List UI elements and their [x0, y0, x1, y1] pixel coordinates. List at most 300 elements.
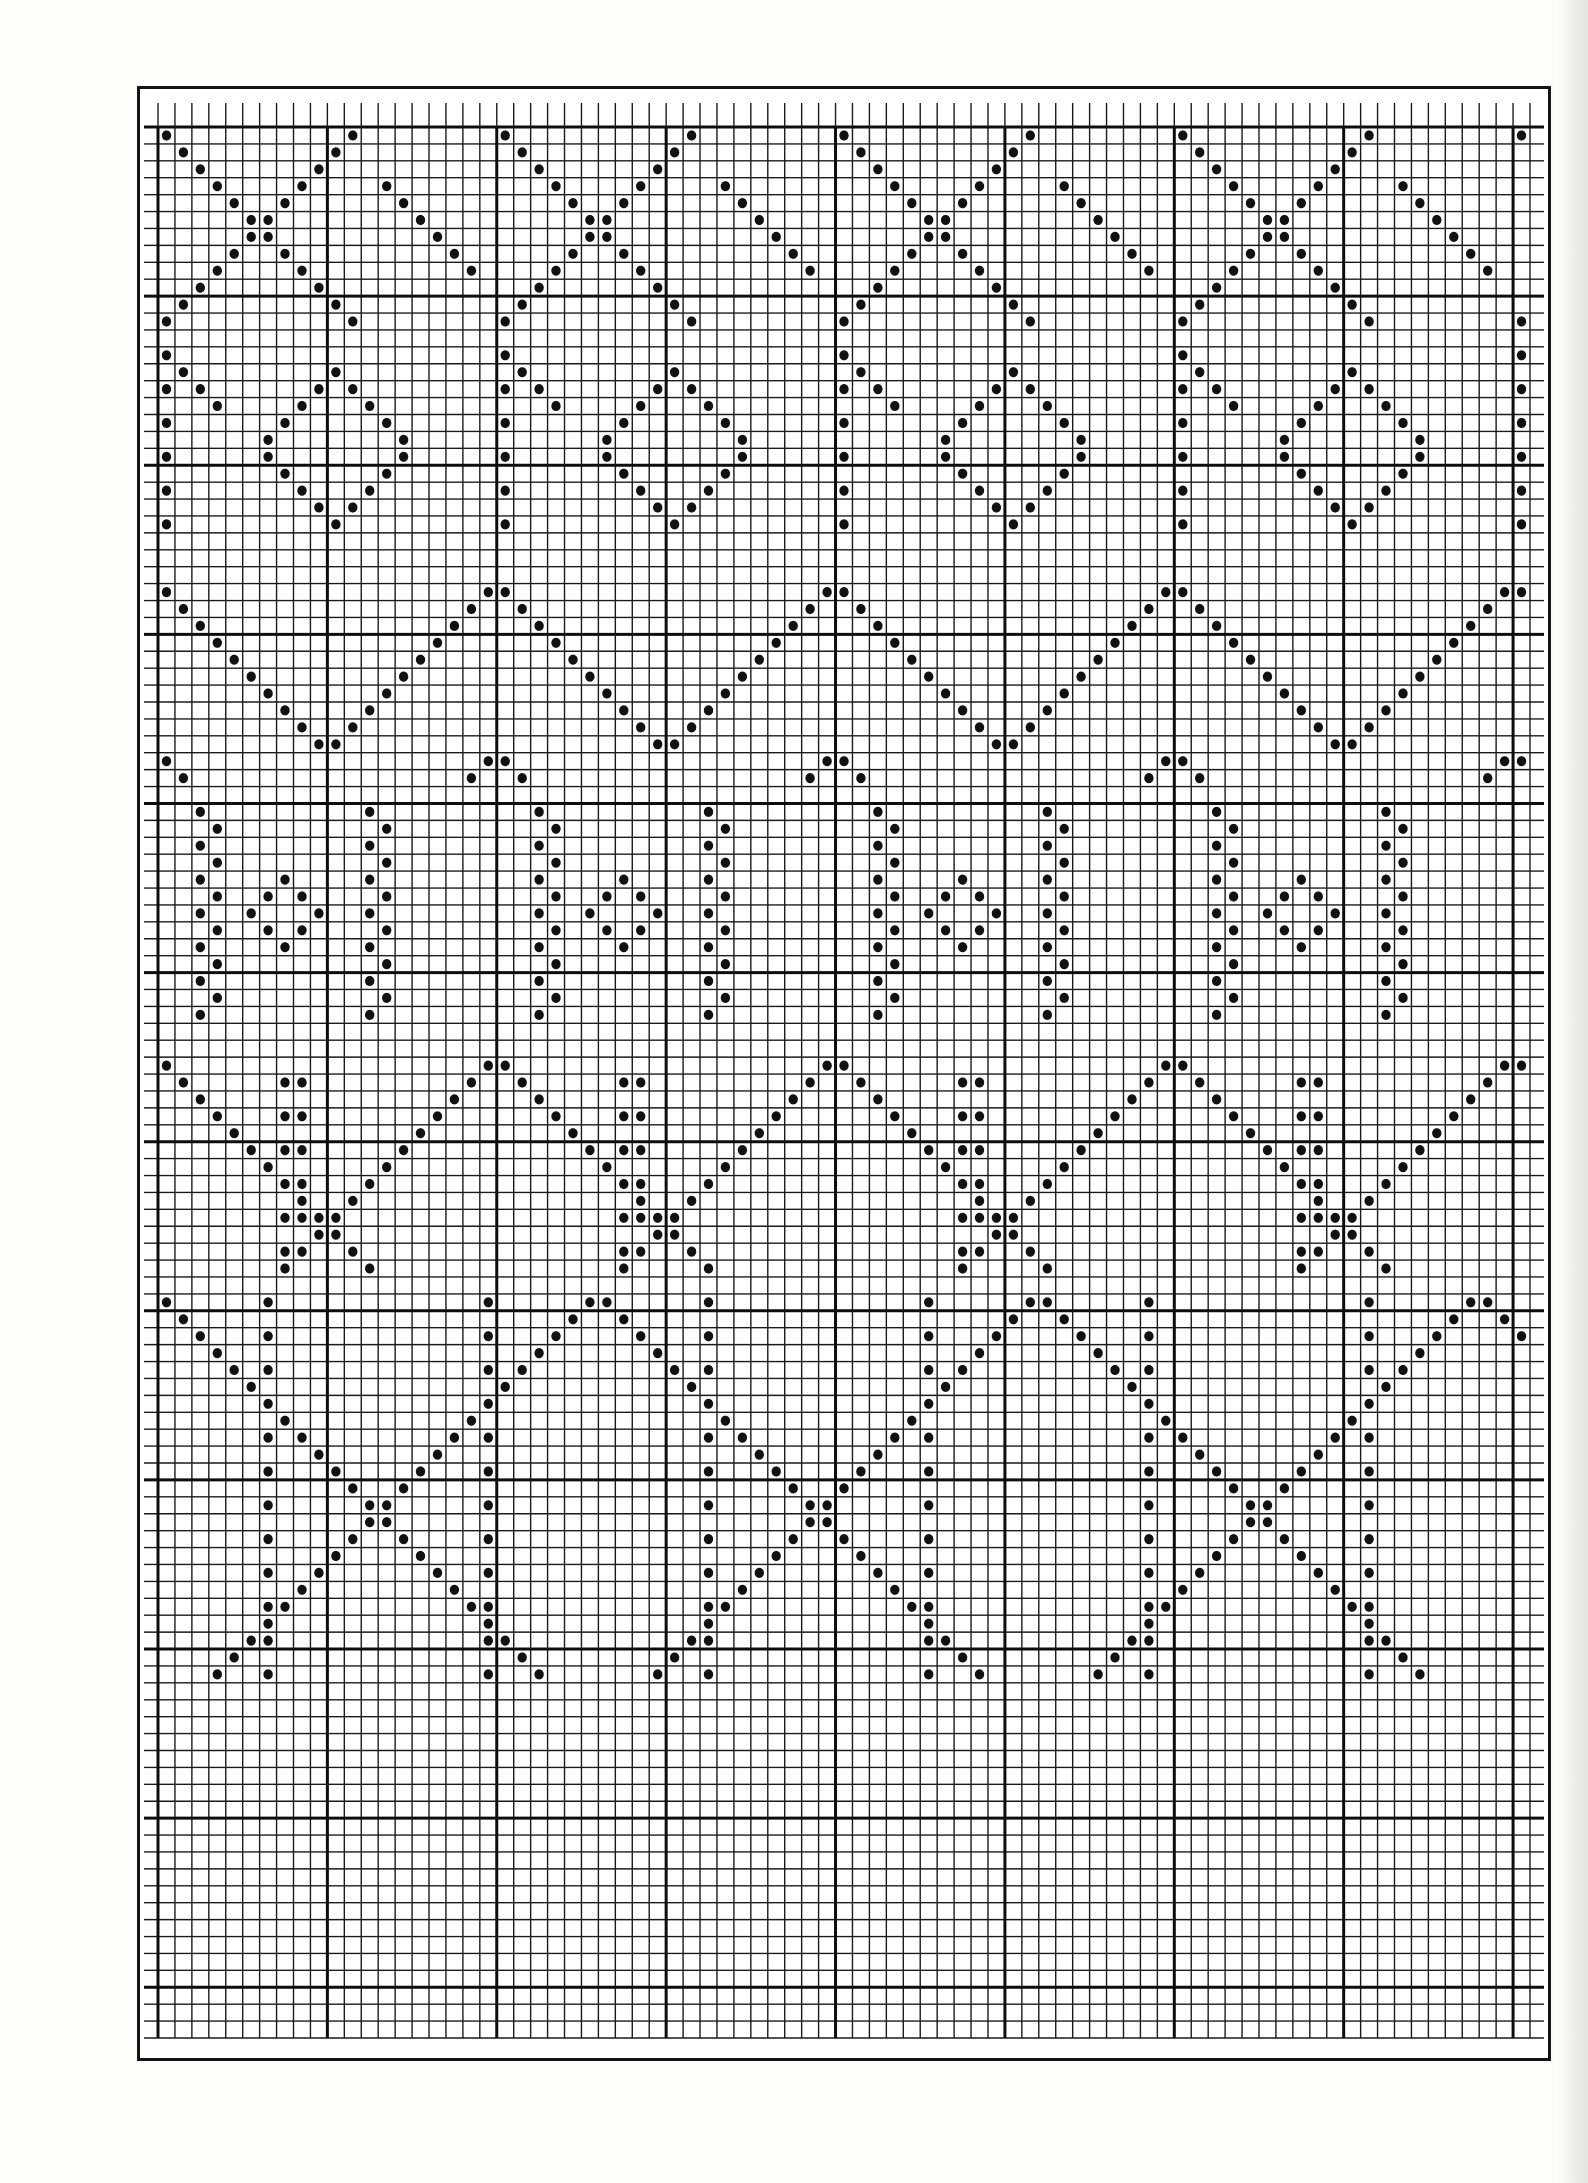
- filled-stitch-mark: [602, 688, 611, 698]
- filled-stitch-mark: [467, 773, 476, 783]
- filled-stitch-mark: [704, 807, 713, 817]
- filled-stitch-mark: [1195, 1077, 1204, 1087]
- filled-stitch-mark: [619, 705, 628, 715]
- filled-stitch-mark: [263, 1636, 272, 1646]
- filled-stitch-mark: [1060, 181, 1069, 191]
- filled-stitch-mark: [1381, 807, 1390, 817]
- filled-stitch-mark: [1280, 891, 1289, 901]
- filled-stitch-mark: [247, 232, 256, 242]
- filled-stitch-mark: [365, 1010, 374, 1020]
- filled-stitch-mark: [704, 1179, 713, 1189]
- filled-stitch-mark: [619, 418, 628, 428]
- filled-stitch-mark: [518, 1365, 527, 1375]
- filled-stitch-mark: [534, 164, 543, 174]
- filled-stitch-mark: [721, 1162, 730, 1172]
- filled-stitch-mark: [822, 587, 831, 597]
- filled-stitch-mark: [501, 384, 510, 394]
- filled-stitch-mark: [1381, 1179, 1390, 1189]
- filled-stitch-mark: [975, 486, 984, 496]
- filled-stitch-mark: [1466, 621, 1475, 631]
- filled-stitch-mark: [1178, 756, 1187, 766]
- filled-stitch-mark: [1297, 1551, 1306, 1561]
- filled-stitch-mark: [433, 1111, 442, 1121]
- filled-stitch-mark: [551, 959, 560, 969]
- filled-stitch-mark: [1144, 1602, 1153, 1612]
- filled-stitch-mark: [975, 1145, 984, 1155]
- filled-stitch-mark: [924, 672, 933, 682]
- filled-stitch-mark: [179, 604, 188, 614]
- filled-stitch-mark: [1144, 1433, 1153, 1443]
- filled-stitch-mark: [230, 1128, 239, 1138]
- filled-stitch-mark: [738, 672, 747, 682]
- filled-stitch-mark: [331, 519, 340, 529]
- filled-stitch-mark: [1483, 1297, 1492, 1307]
- filled-stitch-mark: [873, 807, 882, 817]
- filled-stitch-mark: [958, 1111, 967, 1121]
- crochet-chart-grid: [140, 89, 1548, 2058]
- filled-stitch-mark: [670, 1213, 679, 1223]
- filled-stitch-mark: [941, 891, 950, 901]
- filled-stitch-mark: [179, 147, 188, 157]
- filled-stitch-mark: [484, 1669, 493, 1679]
- filled-stitch-mark: [890, 266, 899, 276]
- filled-stitch-mark: [619, 1179, 628, 1189]
- filled-stitch-mark: [179, 1077, 188, 1087]
- filled-stitch-mark: [653, 739, 662, 749]
- filled-stitch-mark: [941, 215, 950, 225]
- filled-stitch-mark: [1161, 587, 1170, 597]
- filled-stitch-mark: [263, 1568, 272, 1578]
- filled-stitch-mark: [280, 469, 289, 479]
- filled-stitch-mark: [1297, 418, 1306, 428]
- filled-stitch-mark: [789, 249, 798, 259]
- filled-stitch-mark: [247, 908, 256, 918]
- filled-stitch-mark: [280, 1145, 289, 1155]
- filled-stitch-mark: [484, 1297, 493, 1307]
- filled-stitch-mark: [1212, 1010, 1221, 1020]
- filled-stitch-mark: [958, 1077, 967, 1087]
- filled-stitch-mark: [1398, 959, 1407, 969]
- filled-stitch-mark: [1449, 232, 1458, 242]
- filled-stitch-mark: [1178, 418, 1187, 428]
- filled-stitch-mark: [534, 908, 543, 918]
- filled-stitch-mark: [789, 621, 798, 631]
- filled-stitch-mark: [653, 908, 662, 918]
- filled-stitch-mark: [1178, 1061, 1187, 1071]
- filled-stitch-mark: [941, 1636, 950, 1646]
- filled-stitch-mark: [958, 198, 967, 208]
- filled-stitch-mark: [975, 1179, 984, 1189]
- filled-stitch-mark: [1314, 1196, 1323, 1206]
- filled-stitch-mark: [704, 1466, 713, 1476]
- filled-stitch-mark: [992, 502, 1001, 512]
- filled-stitch-mark: [704, 705, 713, 715]
- filled-stitch-mark: [247, 1636, 256, 1646]
- filled-stitch-mark: [1144, 1568, 1153, 1578]
- filled-stitch-mark: [280, 1263, 289, 1273]
- filled-stitch-mark: [941, 1162, 950, 1172]
- filled-stitch-mark: [263, 688, 272, 698]
- filled-stitch-mark: [1517, 452, 1526, 462]
- filled-stitch-mark: [162, 452, 171, 462]
- filled-stitch-mark: [1229, 891, 1238, 901]
- filled-stitch-mark: [1127, 621, 1136, 631]
- filled-stitch-mark: [975, 1111, 984, 1121]
- filled-stitch-mark: [1195, 604, 1204, 614]
- filled-stitch-mark: [1060, 824, 1069, 834]
- filled-stitch-mark: [433, 1568, 442, 1578]
- filled-stitch-mark: [1314, 181, 1323, 191]
- filled-stitch-mark: [907, 1416, 916, 1426]
- filled-stitch-mark: [636, 1077, 645, 1087]
- filled-stitch-mark: [162, 756, 171, 766]
- filled-stitch-mark: [450, 1585, 459, 1595]
- filled-stitch-mark: [1093, 1669, 1102, 1679]
- filled-stitch-mark: [1161, 1416, 1170, 1426]
- filled-stitch-mark: [585, 215, 594, 225]
- filled-stitch-mark: [1060, 959, 1069, 969]
- filled-stitch-mark: [873, 1094, 882, 1104]
- filled-stitch-mark: [924, 1433, 933, 1443]
- filled-stitch-mark: [772, 638, 781, 648]
- filled-stitch-mark: [1331, 1213, 1340, 1223]
- filled-stitch-mark: [704, 841, 713, 851]
- filled-stitch-mark: [1060, 925, 1069, 935]
- filled-stitch-mark: [721, 993, 730, 1003]
- filled-stitch-mark: [772, 1466, 781, 1476]
- filled-stitch-mark: [992, 739, 1001, 749]
- filled-stitch-mark: [297, 1213, 306, 1223]
- filled-stitch-mark: [1314, 266, 1323, 276]
- filled-stitch-mark: [263, 1500, 272, 1510]
- filled-stitch-mark: [1280, 215, 1289, 225]
- filled-stitch-mark: [568, 1314, 577, 1324]
- filled-stitch-mark: [1517, 1331, 1526, 1341]
- filled-stitch-mark: [568, 1128, 577, 1138]
- filled-stitch-mark: [924, 215, 933, 225]
- filled-stitch-mark: [416, 1551, 425, 1561]
- filled-stitch-mark: [230, 1365, 239, 1375]
- filled-stitch-mark: [1093, 1128, 1102, 1138]
- filled-stitch-mark: [501, 316, 510, 326]
- filled-stitch-mark: [365, 908, 374, 918]
- filled-stitch-mark: [1076, 452, 1085, 462]
- filled-stitch-mark: [1178, 452, 1187, 462]
- filled-stitch-mark: [924, 1466, 933, 1476]
- filled-stitch-mark: [348, 130, 357, 140]
- filled-stitch-mark: [280, 1213, 289, 1223]
- filled-stitch-mark: [687, 1196, 696, 1206]
- filled-stitch-mark: [1026, 130, 1035, 140]
- filled-stitch-mark: [1364, 1196, 1373, 1206]
- filled-stitch-mark: [958, 469, 967, 479]
- filled-stitch-mark: [1314, 1077, 1323, 1087]
- filled-stitch-mark: [670, 1230, 679, 1240]
- filled-stitch-mark: [1043, 1297, 1052, 1307]
- filled-stitch-mark: [1297, 1077, 1306, 1087]
- filled-stitch-mark: [738, 198, 747, 208]
- filled-stitch-mark: [772, 232, 781, 242]
- filled-stitch-mark: [1415, 198, 1424, 208]
- filled-stitch-mark: [1398, 1365, 1407, 1375]
- filled-stitch-mark: [230, 655, 239, 665]
- filled-stitch-mark: [1483, 604, 1492, 614]
- filled-stitch-mark: [907, 1128, 916, 1138]
- filled-stitch-mark: [958, 1179, 967, 1189]
- filled-stitch-mark: [1347, 1602, 1356, 1612]
- filled-stitch-mark: [924, 1602, 933, 1612]
- filled-stitch-mark: [873, 976, 882, 986]
- filled-stitch-mark: [619, 1077, 628, 1087]
- filled-stitch-mark: [1212, 942, 1221, 952]
- filled-stitch-mark: [873, 384, 882, 394]
- filled-stitch-mark: [1297, 942, 1306, 952]
- filled-stitch-mark: [467, 1602, 476, 1612]
- filled-stitch-mark: [1347, 519, 1356, 529]
- filled-stitch-mark: [263, 1433, 272, 1443]
- filled-stitch-mark: [196, 283, 205, 293]
- filled-stitch-mark: [1212, 807, 1221, 817]
- filled-stitch-mark: [1432, 655, 1441, 665]
- filled-stitch-mark: [619, 1263, 628, 1273]
- filled-stitch-mark: [263, 891, 272, 901]
- filled-stitch-mark: [1398, 1162, 1407, 1172]
- filled-stitch-mark: [1263, 232, 1272, 242]
- filled-stitch-mark: [1364, 1365, 1373, 1375]
- filled-stitch-mark: [704, 875, 713, 885]
- filled-stitch-mark: [263, 452, 272, 462]
- filled-stitch-mark: [1178, 519, 1187, 529]
- filled-stitch-mark: [1331, 1433, 1340, 1443]
- filled-stitch-mark: [1381, 1263, 1390, 1273]
- filled-stitch-mark: [958, 1652, 967, 1662]
- filled-stitch-mark: [1364, 130, 1373, 140]
- filled-stitch-mark: [1043, 976, 1052, 986]
- filled-stitch-mark: [941, 1382, 950, 1392]
- filled-stitch-mark: [1195, 773, 1204, 783]
- filled-stitch-mark: [365, 1179, 374, 1189]
- filled-stitch-mark: [213, 959, 222, 969]
- filled-stitch-mark: [162, 130, 171, 140]
- filled-stitch-mark: [280, 1416, 289, 1426]
- filled-stitch-mark: [704, 908, 713, 918]
- filled-stitch-mark: [1144, 266, 1153, 276]
- filled-stitch-mark: [1144, 1365, 1153, 1375]
- filled-stitch-mark: [789, 1534, 798, 1544]
- filled-stitch-mark: [280, 1179, 289, 1189]
- filled-stitch-mark: [619, 1247, 628, 1257]
- scan-shadow-edge: [1558, 0, 1588, 2183]
- filled-stitch-mark: [1449, 638, 1458, 648]
- filled-stitch-mark: [1415, 1145, 1424, 1155]
- filled-stitch-mark: [1280, 232, 1289, 242]
- filled-stitch-mark: [1314, 722, 1323, 732]
- filled-stitch-mark: [975, 891, 984, 901]
- filled-stitch-mark: [992, 164, 1001, 174]
- filled-stitch-mark: [1364, 1297, 1373, 1307]
- filled-stitch-mark: [755, 1128, 764, 1138]
- filled-stitch-mark: [839, 486, 848, 496]
- filled-stitch-mark: [263, 1619, 272, 1629]
- filled-stitch-mark: [1178, 316, 1187, 326]
- filled-stitch-mark: [213, 266, 222, 276]
- filled-stitch-mark: [721, 858, 730, 868]
- filled-stitch-mark: [839, 316, 848, 326]
- filled-stitch-mark: [636, 486, 645, 496]
- filled-stitch-mark: [704, 1619, 713, 1629]
- filled-stitch-mark: [230, 249, 239, 259]
- filled-stitch-mark: [789, 1483, 798, 1493]
- filled-stitch-mark: [721, 181, 730, 191]
- filled-stitch-mark: [348, 1534, 357, 1544]
- filled-stitch-mark: [873, 621, 882, 631]
- filled-stitch-mark: [1331, 164, 1340, 174]
- filled-stitch-mark: [484, 1534, 493, 1544]
- filled-stitch-mark: [1093, 1348, 1102, 1358]
- filled-stitch-mark: [263, 1602, 272, 1612]
- filled-stitch-mark: [1229, 401, 1238, 411]
- filled-stitch-mark: [1043, 401, 1052, 411]
- filled-stitch-mark: [1347, 739, 1356, 749]
- filled-stitch-mark: [1297, 705, 1306, 715]
- filled-stitch-mark: [484, 1636, 493, 1646]
- filled-stitch-mark: [1280, 1534, 1289, 1544]
- filled-stitch-mark: [704, 1534, 713, 1544]
- filled-stitch-mark: [704, 1500, 713, 1510]
- filled-stitch-mark: [399, 1483, 408, 1493]
- filled-stitch-mark: [1043, 1179, 1052, 1189]
- filled-stitch-mark: [1076, 1145, 1085, 1155]
- filled-stitch-mark: [1060, 993, 1069, 1003]
- filled-stitch-mark: [263, 1399, 272, 1409]
- filled-stitch-mark: [484, 1500, 493, 1510]
- filled-stitch-mark: [450, 249, 459, 259]
- filled-stitch-mark: [975, 1247, 984, 1257]
- filled-stitch-mark: [501, 587, 510, 597]
- filled-stitch-mark: [805, 604, 814, 614]
- filled-stitch-mark: [365, 875, 374, 885]
- filled-stitch-mark: [1280, 452, 1289, 462]
- filled-stitch-mark: [1517, 130, 1526, 140]
- filled-stitch-mark: [1466, 1094, 1475, 1104]
- filled-stitch-mark: [1009, 739, 1018, 749]
- filled-stitch-mark: [297, 1145, 306, 1155]
- filled-stitch-mark: [1009, 1314, 1018, 1324]
- filled-stitch-mark: [1314, 486, 1323, 496]
- filled-stitch-mark: [1297, 1466, 1306, 1476]
- filled-stitch-mark: [501, 452, 510, 462]
- filled-stitch-mark: [1043, 1263, 1052, 1273]
- filled-stitch-mark: [721, 418, 730, 428]
- filled-stitch-mark: [704, 1399, 713, 1409]
- filled-stitch-mark: [1381, 908, 1390, 918]
- filled-stitch-mark: [1110, 1111, 1119, 1121]
- filled-stitch-mark: [484, 587, 493, 597]
- filled-stitch-mark: [1398, 925, 1407, 935]
- filled-stitch-mark: [924, 1145, 933, 1155]
- filled-stitch-mark: [1364, 722, 1373, 732]
- filled-stitch-mark: [839, 350, 848, 360]
- filled-stitch-mark: [162, 350, 171, 360]
- filled-stitch-mark: [1144, 1619, 1153, 1629]
- filled-stitch-mark: [1297, 1263, 1306, 1273]
- filled-stitch-mark: [467, 604, 476, 614]
- filled-stitch-mark: [263, 435, 272, 445]
- filled-stitch-mark: [687, 1382, 696, 1392]
- filled-stitch-mark: [534, 875, 543, 885]
- filled-stitch-mark: [721, 1602, 730, 1612]
- filled-stitch-mark: [873, 1450, 882, 1460]
- filled-stitch-mark: [484, 1061, 493, 1071]
- filled-stitch-mark: [1364, 384, 1373, 394]
- filled-stitch-mark: [602, 452, 611, 462]
- filled-stitch-mark: [636, 1331, 645, 1341]
- filled-stitch-mark: [1364, 502, 1373, 512]
- filled-stitch-mark: [179, 1314, 188, 1324]
- filled-stitch-mark: [179, 300, 188, 310]
- filled-stitch-mark: [1110, 638, 1119, 648]
- filled-stitch-mark: [873, 908, 882, 918]
- filled-stitch-mark: [1043, 942, 1052, 952]
- filled-stitch-mark: [670, 1652, 679, 1662]
- filled-stitch-mark: [687, 502, 696, 512]
- filled-stitch-mark: [738, 435, 747, 445]
- filled-stitch-mark: [280, 1077, 289, 1087]
- filled-stitch-mark: [992, 1230, 1001, 1240]
- filled-stitch-mark: [704, 486, 713, 496]
- filled-stitch-mark: [772, 1551, 781, 1561]
- filled-stitch-mark: [551, 1331, 560, 1341]
- filled-stitch-mark: [585, 908, 594, 918]
- crochet-chart-frame: [137, 86, 1551, 2061]
- filled-stitch-mark: [1144, 773, 1153, 783]
- filled-stitch-mark: [280, 875, 289, 885]
- filled-stitch-mark: [213, 925, 222, 935]
- filled-stitch-mark: [1212, 621, 1221, 631]
- filled-stitch-mark: [1314, 1247, 1323, 1257]
- filled-stitch-mark: [382, 959, 391, 969]
- filled-stitch-mark: [1331, 502, 1340, 512]
- filled-stitch-mark: [1212, 1551, 1221, 1561]
- filled-stitch-mark: [890, 959, 899, 969]
- filled-stitch-mark: [1195, 1450, 1204, 1460]
- filled-stitch-mark: [1229, 1111, 1238, 1121]
- filled-stitch-mark: [382, 181, 391, 191]
- filled-stitch-mark: [213, 993, 222, 1003]
- filled-stitch-mark: [619, 469, 628, 479]
- filled-stitch-mark: [636, 722, 645, 732]
- filled-stitch-mark: [1246, 249, 1255, 259]
- filled-stitch-mark: [230, 198, 239, 208]
- filled-stitch-mark: [1483, 1077, 1492, 1087]
- filled-stitch-mark: [975, 1348, 984, 1358]
- filled-stitch-mark: [297, 1433, 306, 1443]
- filled-stitch-mark: [839, 384, 848, 394]
- filled-stitch-mark: [1347, 367, 1356, 377]
- filled-stitch-mark: [1398, 688, 1407, 698]
- filled-stitch-mark: [213, 1669, 222, 1679]
- filled-stitch-mark: [348, 1483, 357, 1493]
- filled-stitch-mark: [348, 316, 357, 326]
- filled-stitch-mark: [1144, 604, 1153, 614]
- filled-stitch-mark: [1076, 672, 1085, 682]
- filled-stitch-mark: [179, 367, 188, 377]
- filled-stitch-mark: [1144, 1636, 1153, 1646]
- filled-stitch-mark: [365, 1500, 374, 1510]
- filled-stitch-mark: [907, 655, 916, 665]
- filled-stitch-mark: [636, 181, 645, 191]
- grid-top-ticks: [158, 103, 1530, 127]
